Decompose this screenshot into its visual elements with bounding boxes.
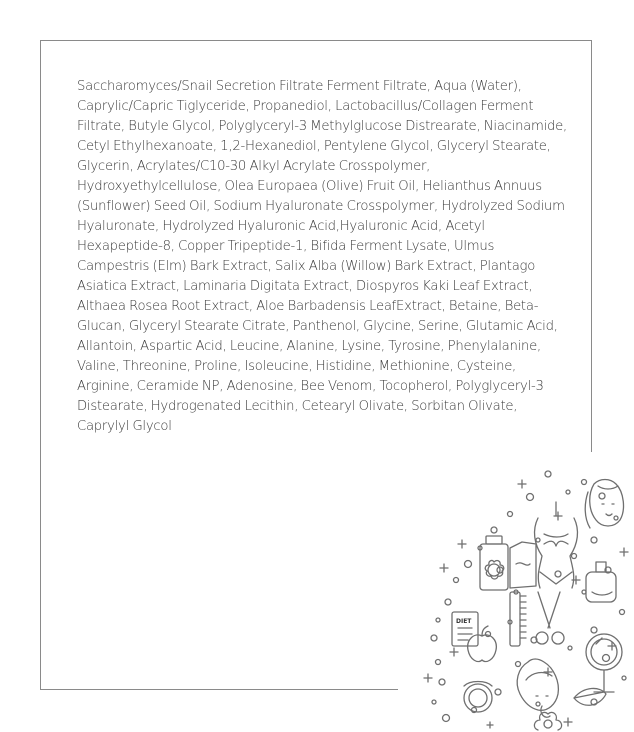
compact-powder-icon (464, 682, 492, 713)
ingredients-list: Saccharomyces/Snail Secretion Filtrate Ferment Filtrate, Aqua (Water), Caprylic/Capric Tiglyceride, Propanediol, Lactobacillus/Collagen Ferment Filtrate, Butyle Glycol, Polyglyceryl-3 Methylglucose Distrearate, Niacinamide, Cetyl Ethylhexanoate, 1,2-Hexanediol, Pentylene Glycol, Glyceryl Stearate, Glycerin, Acrylates/C10-30 Alkyl Acrylate Crosspolymer, Hydroxyethylcellulose, Olea Europaea (Olive) Fruit Oil, Helianthus Annuus (Sunflower) Seed Oil, Sodium Hyaluronate Crosspolymer, Hydrolyzed Sodium Hyaluronate, Hydrolyzed Hyaluronic Acid,Hyaluronic Acid, Acetyl Hexapeptide-8, Copper Tripeptide-1, Bifida Ferment Lysate, Ulmus Campestris (Elm) Bark Extract, Salix Alba (Willow) Bark Extract, Plantago Asiatica Extract, Laminaria Digitata Extract, Diospyros Kaki Leaf Extract, Althaea Rosea Root Extract, Aloe Barbadensis LeafExtract, Betaine, Beta-Glucan, Glyceryl Stearate Citrate, Panthenol, Glycine, Serine, Glutamic Acid, Allantoin, Aspartic Acid, Leucine, Alanine, Lysine, Tyrosine, Phenylalanine, Valine, Threonine, Proline, Isoleucine, Histidine, Methionine, Cysteine, Arginine, Ceramide NP, Adenosine, Bee Venom, Tocopherol, Polyglyceryl-3 Distearate, Hydrogenated Lecithin, Cetearyl Olivate, Sorbitan Olivate, Caprylyl Glycol (77, 79, 567, 434)
cream-bottle-icon (480, 536, 536, 590)
woman-face-icon (585, 480, 623, 529)
swimsuit-body-icon (535, 502, 578, 588)
leaf-icon (574, 688, 606, 705)
sparkle-icons (424, 480, 628, 728)
perfume-bottle-icon (586, 562, 616, 602)
flower-icon (534, 712, 561, 730)
scissors-icon (536, 592, 564, 644)
diet-label: DIET (456, 618, 472, 625)
apple-icon (468, 626, 497, 662)
decor-dots (431, 471, 626, 722)
woman-profile-icon (517, 659, 558, 717)
diet-clipboard-icon (452, 612, 478, 646)
beauty-icons-decoration (398, 452, 634, 732)
comb-icon (510, 592, 526, 646)
mirror-icon (586, 634, 622, 692)
